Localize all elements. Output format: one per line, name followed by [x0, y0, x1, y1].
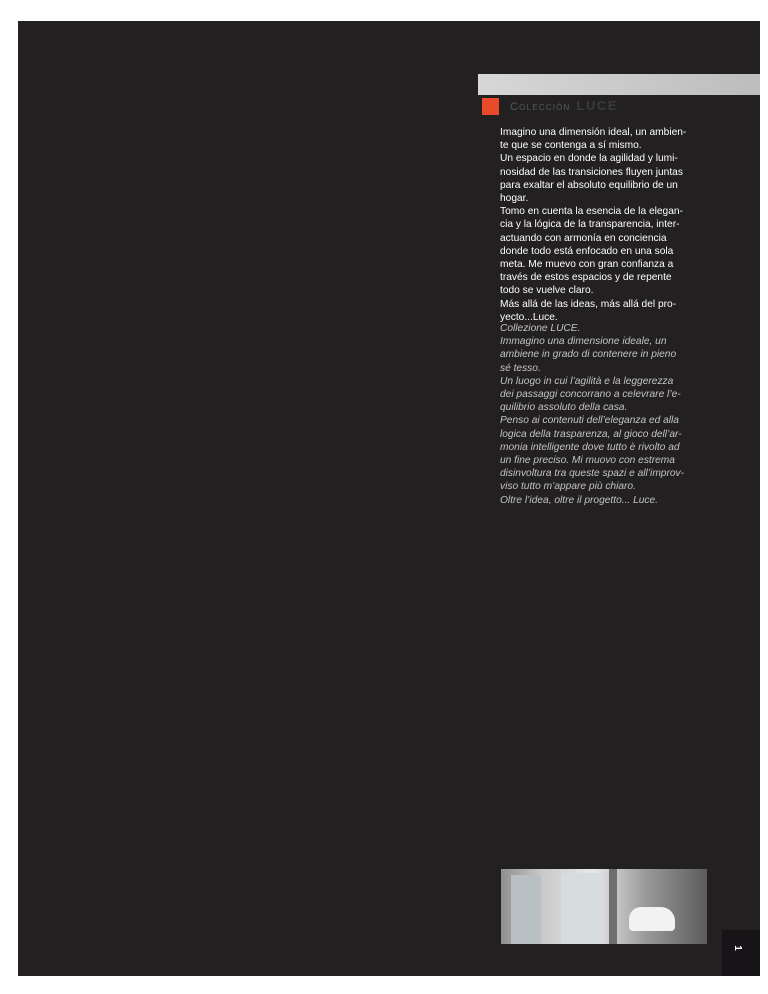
section-name: LUCE — [576, 98, 618, 113]
accent-square — [482, 98, 499, 115]
photo-door-center — [561, 873, 601, 944]
photo-door-left — [511, 875, 541, 944]
body-text-italian: Collezione LUCE. Immagino una dimensione ideale, un ambiene in grado di contenere in pieno sé tesso. Un luogo in cui l’agilità e la leggerezza dei passaggi concorrano a celevrare l’e- quilibrio assoluto della casa. Penso ai contenuti dell’eleganza ed alla logica della trasparenza, al gioco dell’ar- monia intelligente dove tutto è rivolto ad un fine preciso. Mi muovo con estrema disinvoltura tra queste spazi e all’improv- viso tutto m’appare più chiaro. Oltre l’idea, oltre il progetto... Luce. — [500, 323, 685, 506]
page-tab — [722, 930, 760, 976]
body-text-spanish: Imagino una dimensión ideal, un ambien- te que se contenga a sí mismo. Un espacio en donde la agilidad y lumi- nosidad de las transiciones fluyen juntas para exaltar el absoluto equilibrio de un hogar. Tomo en cuenta la esencia de la elegan- cia y la lógica de la transparencia, inter- actuando con armonía en conciencia donde todo está enfocado en una sola meta. Me muevo con gran confianza a través de estos espacios y de repente todo se vuelve claro. Más allá de las ideas, más allá del pro- yecto...Luce. — [500, 127, 687, 323]
section-label: Colección — [510, 101, 571, 113]
interior-photo — [501, 869, 707, 944]
photo-post — [609, 869, 617, 944]
header-band — [478, 74, 760, 95]
photo-car — [629, 907, 675, 931]
section-title — [510, 96, 618, 116]
page-number: 1 — [732, 945, 743, 951]
